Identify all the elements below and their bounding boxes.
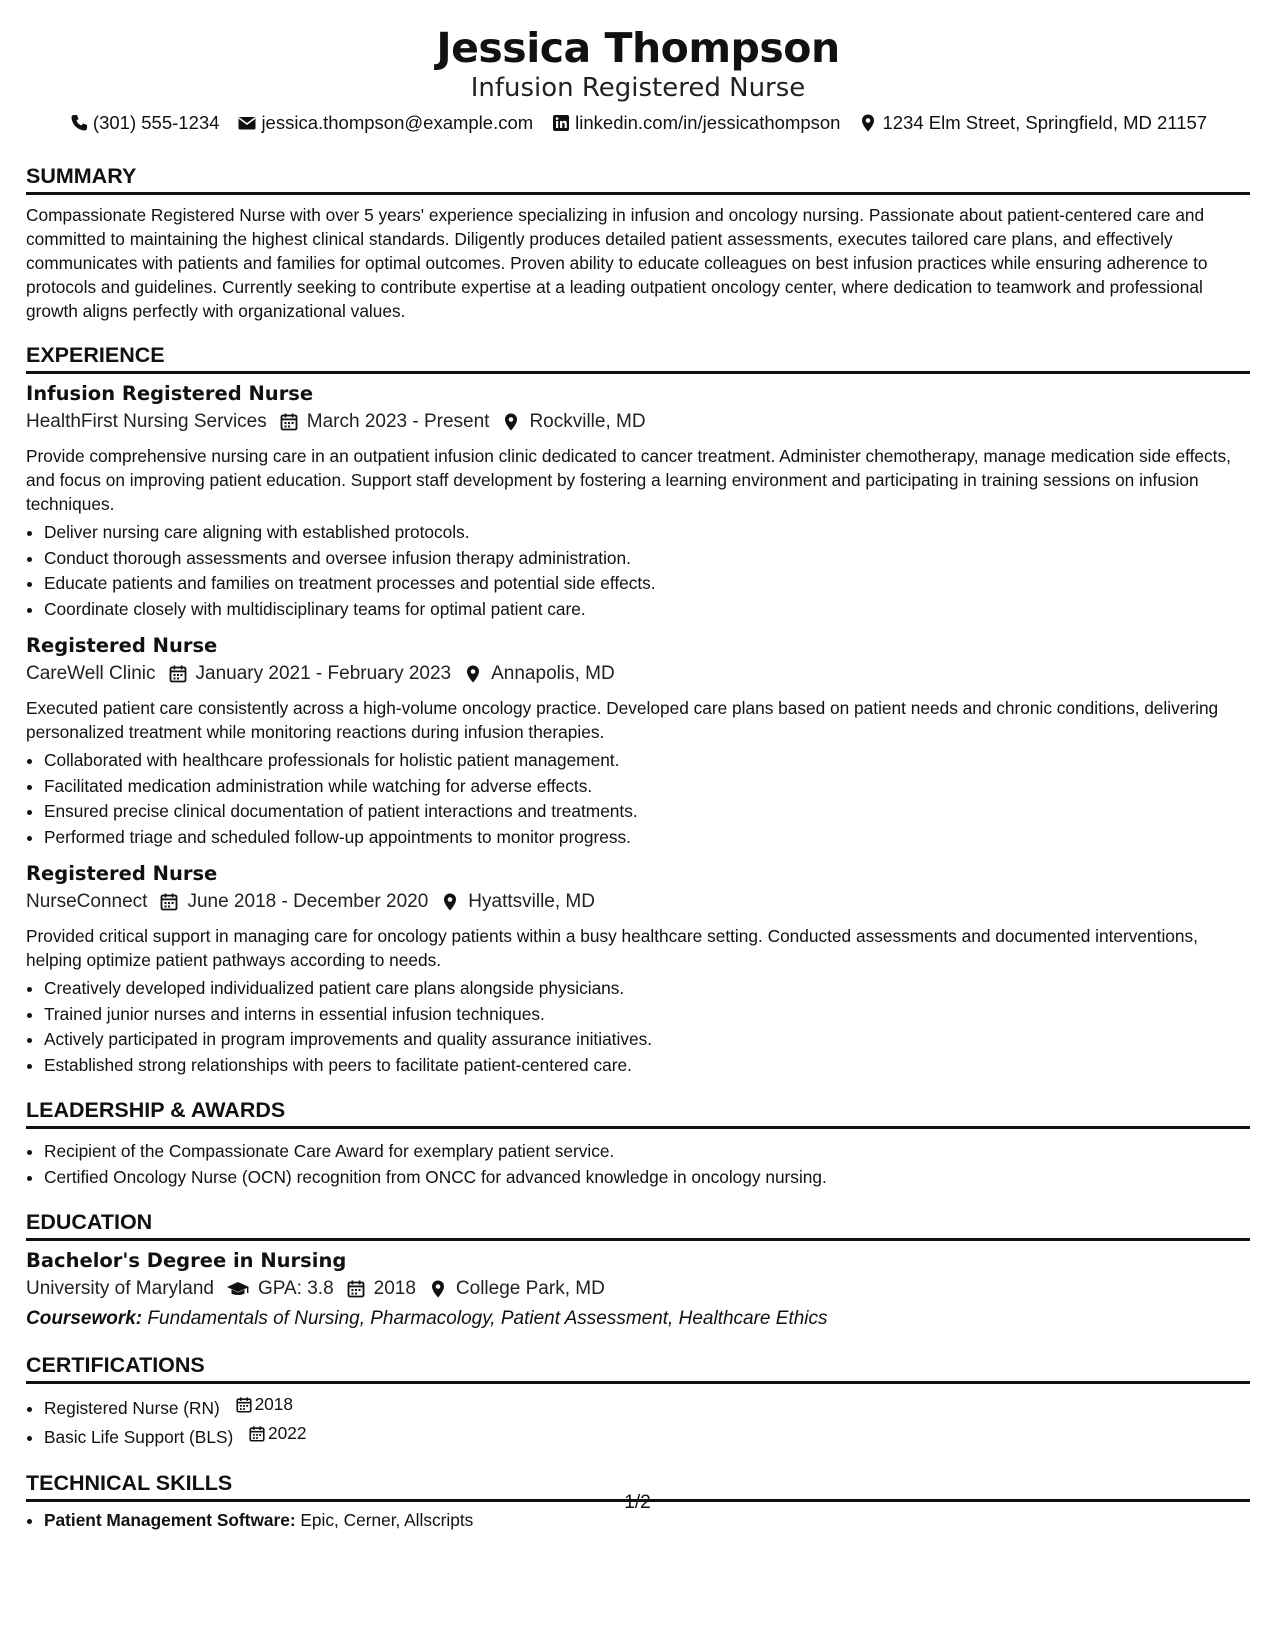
school-name: University of Maryland [26,1278,214,1299]
linkedin-text: linkedin.com/in/jessicathompson [575,112,841,133]
email-text: jessica.thompson@example.com [261,112,534,133]
contact-email[interactable] [237,110,533,136]
list-item: • Actively participated in program improvements and quality assurance initiatives. [44,1027,1250,1053]
list-item: • Trained junior nurses and interns in essential infusion techniques. [44,1002,1250,1028]
skills-heading: TECHNICAL SKILLS [26,1469,1250,1502]
job-bullets [26,748,1250,850]
list-item: • Coordinate closely with multidisciplinary teams for optimal patient care. [44,597,1250,623]
job-title: Registered Nurse [26,634,218,657]
job-entry [26,860,1250,1078]
address-text: 1234 Elm Street, Springfield, MD 21157 [882,112,1208,133]
job-location: Rockville, MD [529,411,646,432]
cert-name: Registered Nurse (RN) [44,1397,220,1418]
skill-label: Patient Management Software: [44,1509,296,1530]
contact-address [858,110,1207,136]
leadership-list [26,1139,1250,1190]
summary-text: Compassionate Registered Nurse with over 5 years' experience specializing in infusion and oncology nursing. Passionate about patient-centered care and committed to maintaining the highest clinical standards. Diligently produces detailed patient assessments, executes tailored care plans, and effectively communicates with patients and families for optimal outcomes. Proven ability to educate colleagues on best infusion practices while ensuring adherence to protocols and guidelines. Currently seeking to contribute expertise at a leading outpatient oncology center, where dedication to teamwork and professional growth aligns perfectly with organizational values. [26,205,1208,321]
cert-name: Basic Life Support (BLS) [44,1427,234,1447]
job-meta [26,660,1250,688]
list-item: • Educate patients and families on treatment processes and potential side effects. [44,571,1250,597]
skill-value: Epic, Cerner, Allscripts [300,1509,474,1530]
candidate-title: Infusion Registered Nurse [470,73,806,103]
job-company: CareWell Clinic [26,663,156,684]
linkedin-icon [551,113,571,133]
degree-title: Bachelor's Degree in Nursing [26,1249,347,1272]
job-meta [26,888,1250,916]
job-meta [26,408,1250,436]
map-pin-icon [428,1279,448,1299]
leadership-heading: LEADERSHIP & AWARDS [26,1096,1250,1129]
calendar-icon [235,1396,253,1414]
list-item: • Ensured precise clinical documentation of patient interactions and treatments. [44,799,1250,825]
job-title: Registered Nurse [26,862,218,885]
job-bullets [26,976,1250,1078]
job-entry [26,632,1250,850]
summary-heading: SUMMARY [26,162,1250,195]
education-meta [26,1275,1250,1303]
list-item: • Recipient of the Compassionate Care Award for exemplary patient service. [44,1139,1250,1165]
job-description: Executed patient care consistently across a high-volume oncology practice. Developed care plans based on patient needs and chronic conditions, delivering personalized treatment while monitoring reactions during infusion therapies. [26,698,1219,742]
coursework [26,1305,1250,1333]
calendar-icon [168,664,188,684]
job-bullets [26,520,1250,622]
job-location: Hyattsville, MD [468,891,595,912]
list-item: • Established strong relationships with peers to facilitate patient-centered care. [44,1053,1250,1079]
job-description: Provided critical support in managing care for oncology patients within a busy healthcare setting. Conducted assessments and documented interventions, helping optimize patient pathways according to needs. [26,926,1198,970]
list-item: • Collaborated with healthcare professionals for holistic patient management. [44,748,1250,774]
job-dates: March 2023 - Present [306,411,490,432]
certifications-list [26,1392,1250,1451]
map-pin-icon [463,664,483,684]
job-company: HealthFirst Nursing Services [26,411,267,432]
envelope-icon [237,113,257,133]
education-heading: EDUCATION [26,1208,1250,1241]
certifications-heading: CERTIFICATIONS [26,1351,1250,1384]
phone-text: (301) 555-1234 [92,112,220,133]
experience-heading: EXPERIENCE [26,341,1250,374]
cert-year: 2022 [268,1423,307,1444]
gpa-text: GPA: 3.8 [257,1278,334,1299]
contact-bar [26,110,1250,136]
resume-page [26,0,1250,1533]
calendar-icon [279,412,299,432]
list-item [44,1392,1250,1421]
job-title: Infusion Registered Nurse [26,382,314,405]
list-item: • Conduct thorough assessments and oversee infusion therapy administration. [44,546,1250,572]
graduation-year: 2018 [373,1278,416,1299]
map-pin-icon [501,412,521,432]
phone-icon [69,113,89,133]
list-item: • Facilitated medication administration while watching for adverse effects. [44,774,1250,800]
job-dates: January 2021 - February 2023 [195,663,452,684]
candidate-name: Jessica Thompson [436,24,840,72]
calendar-icon [346,1279,366,1299]
school-location: College Park, MD [455,1278,605,1299]
map-pin-icon [440,892,460,912]
page-number: 1/2 [624,1492,651,1513]
coursework-label: Coursework: [26,1308,143,1329]
contact-phone[interactable] [69,110,220,136]
list-item: • Deliver nursing care aligning with established protocols. [44,520,1250,546]
job-entry [26,380,1250,622]
contact-linkedin[interactable] [551,110,840,136]
job-company: NurseConnect [26,891,148,912]
calendar-icon [159,892,179,912]
job-dates: June 2018 - December 2020 [187,891,429,912]
map-pin-icon [858,113,878,133]
coursework-text: Fundamentals of Nursing, Pharmacology, Patient Assessment, Healthcare Ethics [147,1308,828,1329]
list-item: • Performed triage and scheduled follow-up appointments to monitor progress. [44,825,1250,851]
list-item: • Certified Oncology Nurse (OCN) recognition from ONCC for advanced knowledge in oncology nursing. [44,1165,1250,1191]
job-location: Annapolis, MD [491,663,615,684]
list-item [44,1421,1250,1450]
calendar-icon [248,1425,266,1443]
list-item: • Creatively developed individualized patient care plans alongside physicians. [44,976,1250,1002]
graduation-cap-icon [226,1279,250,1299]
job-description: Provide comprehensive nursing care in an outpatient infusion clinic dedicated to cancer treatment. Administer chemotherapy, manage medication side effects, and focus on improving patient education. Support staff development by fostering a learning environment and participating in training sessions on infusion techniques. [26,446,1231,514]
cert-year: 2018 [254,1394,294,1414]
